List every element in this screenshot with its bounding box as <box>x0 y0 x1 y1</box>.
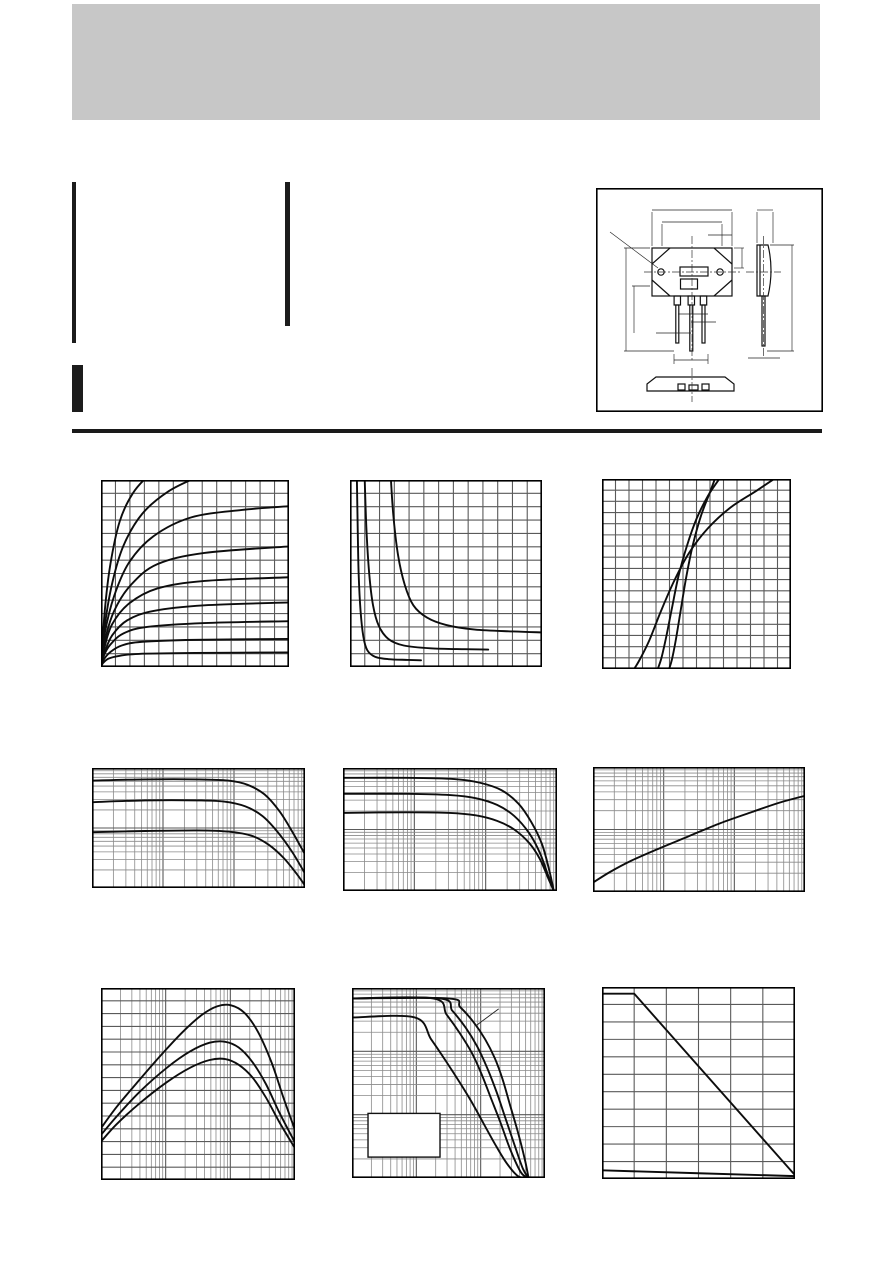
saturation-hyperbola-curves-svg <box>350 480 542 667</box>
chart-transfer-curves <box>602 479 791 669</box>
package-bottom-view <box>647 377 734 391</box>
section-rule <box>72 429 822 433</box>
chart-bell-curves <box>101 988 295 1180</box>
chart-rising-curve <box>593 767 805 892</box>
chart-safe-operating-area <box>352 988 545 1178</box>
package-side-view <box>757 245 771 346</box>
output-characteristic-family-svg <box>101 480 289 667</box>
derating-line-svg <box>602 987 795 1179</box>
rolloff-curves-svg <box>343 768 557 891</box>
soa-legend-box <box>368 1113 440 1157</box>
rising-single-curve-svg <box>593 767 805 892</box>
chart-power-derating <box>602 987 795 1179</box>
transfer-characteristic-curves-svg <box>602 479 791 669</box>
safe-operating-area-svg <box>352 988 545 1178</box>
chart-gain-vs-current <box>92 768 305 888</box>
chart-rolloff-curves <box>343 768 557 891</box>
chart-saturation-curves <box>350 480 542 667</box>
bell-shaped-curves-svg <box>101 988 295 1180</box>
package-drawing <box>596 188 823 417</box>
chart-output-characteristics <box>101 480 289 667</box>
gain-vs-current-curves-svg <box>92 768 305 888</box>
title-banner <box>72 4 820 120</box>
